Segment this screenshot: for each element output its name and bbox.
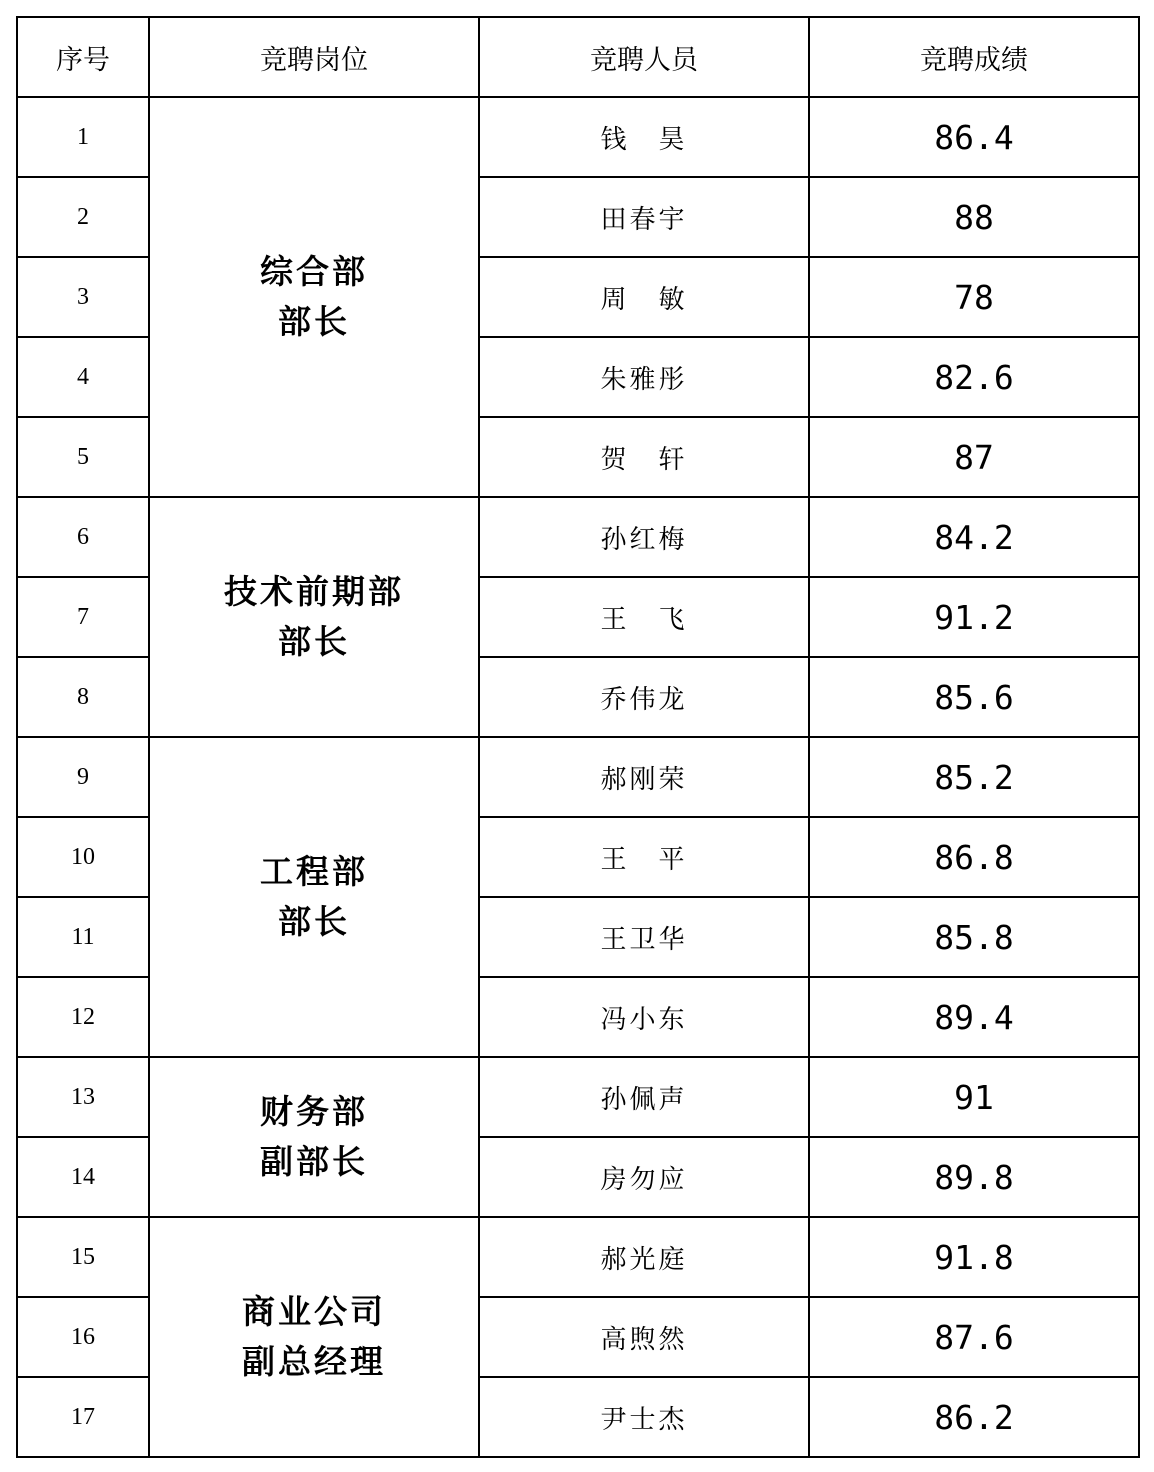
row-index: 15: [17, 1217, 149, 1297]
position-line: 副部长: [260, 1142, 368, 1181]
candidate-score: 87: [809, 417, 1139, 497]
candidate-name: 郝光庭: [479, 1217, 809, 1297]
position-line: 部长: [278, 302, 350, 341]
position-line: 部长: [278, 902, 350, 941]
row-index: 1: [17, 97, 149, 177]
position-line: 副总经理: [242, 1342, 386, 1381]
candidate-name: 王卫华: [479, 897, 809, 977]
position-line: 工程部: [260, 852, 368, 891]
row-index: 2: [17, 177, 149, 257]
position-cell: [149, 97, 479, 497]
header-row: [17, 17, 1139, 97]
row-index: 13: [17, 1057, 149, 1137]
header-index: 序号: [17, 17, 149, 97]
table-row: [17, 1217, 1139, 1297]
header-candidate: 竞聘人员: [479, 17, 809, 97]
candidate-name: 周 敏: [479, 257, 809, 337]
candidate-name: 郝刚荣: [479, 737, 809, 817]
table-row: [17, 97, 1139, 177]
candidate-name: 钱 昊: [479, 97, 809, 177]
candidate-score: 85.2: [809, 737, 1139, 817]
row-index: 10: [17, 817, 149, 897]
candidate-score: 86.8: [809, 817, 1139, 897]
candidate-score: 89.4: [809, 977, 1139, 1057]
candidate-name: 乔伟龙: [479, 657, 809, 737]
candidate-score: 78: [809, 257, 1139, 337]
candidate-name: 尹士杰: [479, 1377, 809, 1457]
table-row: [17, 737, 1139, 817]
candidate-score: 84.2: [809, 497, 1139, 577]
candidate-name: 贺 轩: [479, 417, 809, 497]
candidate-score: 91.8: [809, 1217, 1139, 1297]
row-index: 4: [17, 337, 149, 417]
candidate-name: 高煦然: [479, 1297, 809, 1377]
candidate-score: 91: [809, 1057, 1139, 1137]
header-score: 竞聘成绩: [809, 17, 1139, 97]
candidate-score: 91.2: [809, 577, 1139, 657]
header-position: 竞聘岗位: [149, 17, 479, 97]
candidate-name: 王 飞: [479, 577, 809, 657]
candidate-name: 田春宇: [479, 177, 809, 257]
row-index: 8: [17, 657, 149, 737]
row-index: 14: [17, 1137, 149, 1217]
position-line: 技术前期部: [224, 572, 404, 611]
table-row: [17, 497, 1139, 577]
table-row: [17, 1057, 1139, 1137]
position-cell: [149, 497, 479, 737]
position-line: 部长: [278, 622, 350, 661]
row-index: 16: [17, 1297, 149, 1377]
candidate-score: 82.6: [809, 337, 1139, 417]
row-index: 17: [17, 1377, 149, 1457]
position-line: 综合部: [260, 252, 368, 291]
candidate-score: 88: [809, 177, 1139, 257]
candidate-score: 86.4: [809, 97, 1139, 177]
candidate-name: 孙佩声: [479, 1057, 809, 1137]
results-table: [16, 16, 1140, 1458]
position-line: 商业公司: [242, 1292, 386, 1331]
row-index: 6: [17, 497, 149, 577]
candidate-score: 86.2: [809, 1377, 1139, 1457]
candidate-name: 房勿应: [479, 1137, 809, 1217]
candidate-score: 87.6: [809, 1297, 1139, 1377]
row-index: 3: [17, 257, 149, 337]
candidate-score: 89.8: [809, 1137, 1139, 1217]
row-index: 5: [17, 417, 149, 497]
candidate-score: 85.8: [809, 897, 1139, 977]
position-cell: [149, 1057, 479, 1217]
row-index: 7: [17, 577, 149, 657]
row-index: 11: [17, 897, 149, 977]
position-cell: [149, 737, 479, 1057]
row-index: 9: [17, 737, 149, 817]
candidate-name: 朱雅彤: [479, 337, 809, 417]
candidate-name: 孙红梅: [479, 497, 809, 577]
row-index: 12: [17, 977, 149, 1057]
candidate-name: 冯小东: [479, 977, 809, 1057]
candidate-name: 王 平: [479, 817, 809, 897]
position-cell: [149, 1217, 479, 1457]
position-line: 财务部: [260, 1092, 368, 1131]
candidate-score: 85.6: [809, 657, 1139, 737]
